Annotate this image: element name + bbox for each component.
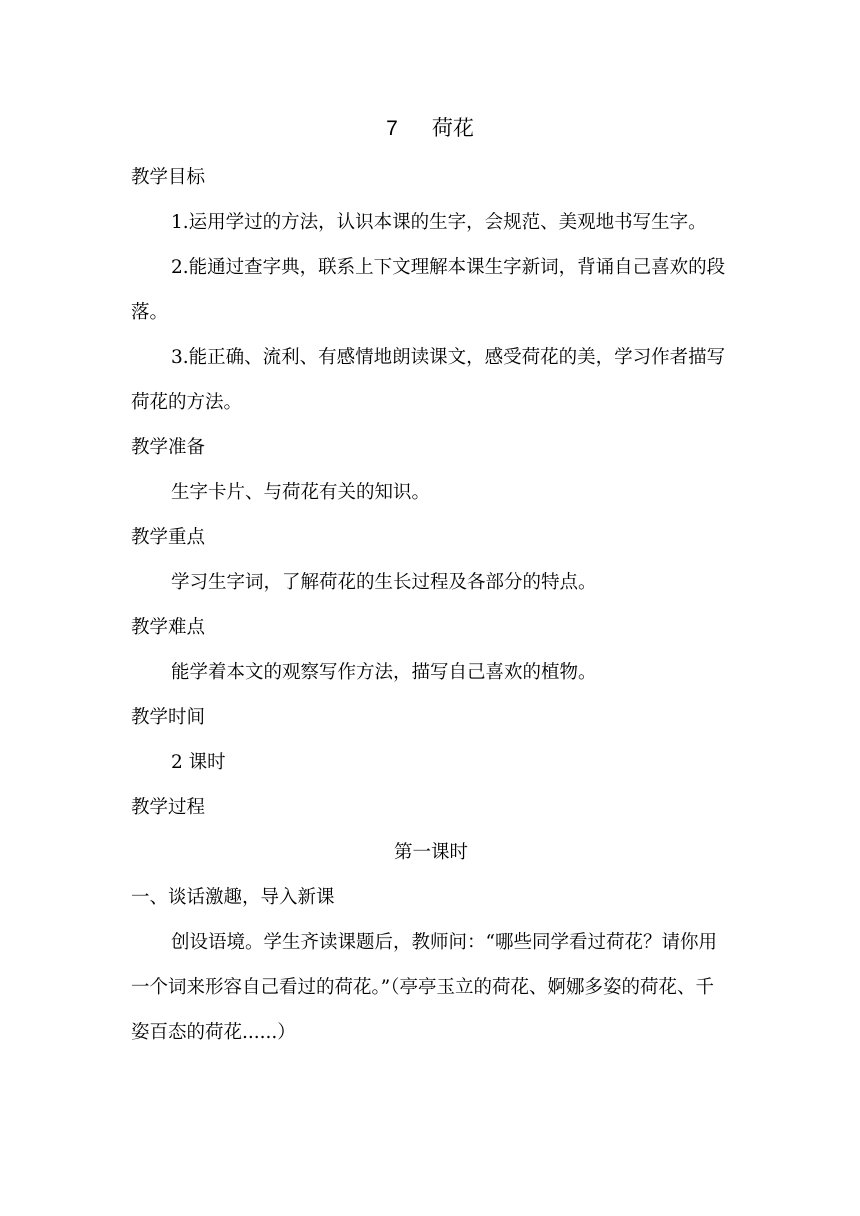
- title-number: 7: [386, 117, 398, 140]
- heading-key-points: 教学重点: [131, 527, 206, 548]
- heading-difficulties: 教学难点: [131, 617, 206, 638]
- heading-time: 教学时间: [131, 707, 206, 728]
- goal-item-2: 2.能通过查字典，联系上下文理解本课生字新词，背诵自己喜欢的段落。: [131, 257, 726, 323]
- lesson-title: 第一课时: [393, 842, 468, 863]
- document-body: [131, 155, 731, 1055]
- heading-goals: 教学目标: [131, 167, 206, 188]
- preparation-text: 生字卡片、与荷花有关的知识。: [171, 482, 431, 503]
- time-text: 2 课时: [171, 752, 226, 773]
- section-1-text: 创设语境。学生齐读课题后，教师问：“哪些同学看过荷花？请你用一个词来形容自己看过的荷花。”（亭亭玉立的荷花、婀娜多姿的荷花、千姿百态的荷花......）: [131, 932, 717, 1043]
- goal-item-3: 3.能正确、流利、有感情地朗读课文，感受荷花的美，学习作者描写荷花的方法。: [131, 347, 726, 413]
- heading-process: 教学过程: [131, 797, 206, 818]
- difficulties-text: 能学着本文的观察写作方法，描写自己喜欢的植物。: [171, 662, 597, 683]
- section-heading-1: 一、谈话激趣，导入新课: [131, 887, 335, 908]
- heading-preparation: 教学准备: [131, 437, 206, 458]
- goal-item-1: 1.运用学过的方法，认识本课的生字，会规范、美观地书写生字。: [171, 212, 707, 233]
- page-title: [0, 114, 860, 143]
- key-points-text: 学习生字词，了解荷花的生长过程及各部分的特点。: [171, 572, 597, 593]
- title-text: 荷花: [431, 116, 474, 140]
